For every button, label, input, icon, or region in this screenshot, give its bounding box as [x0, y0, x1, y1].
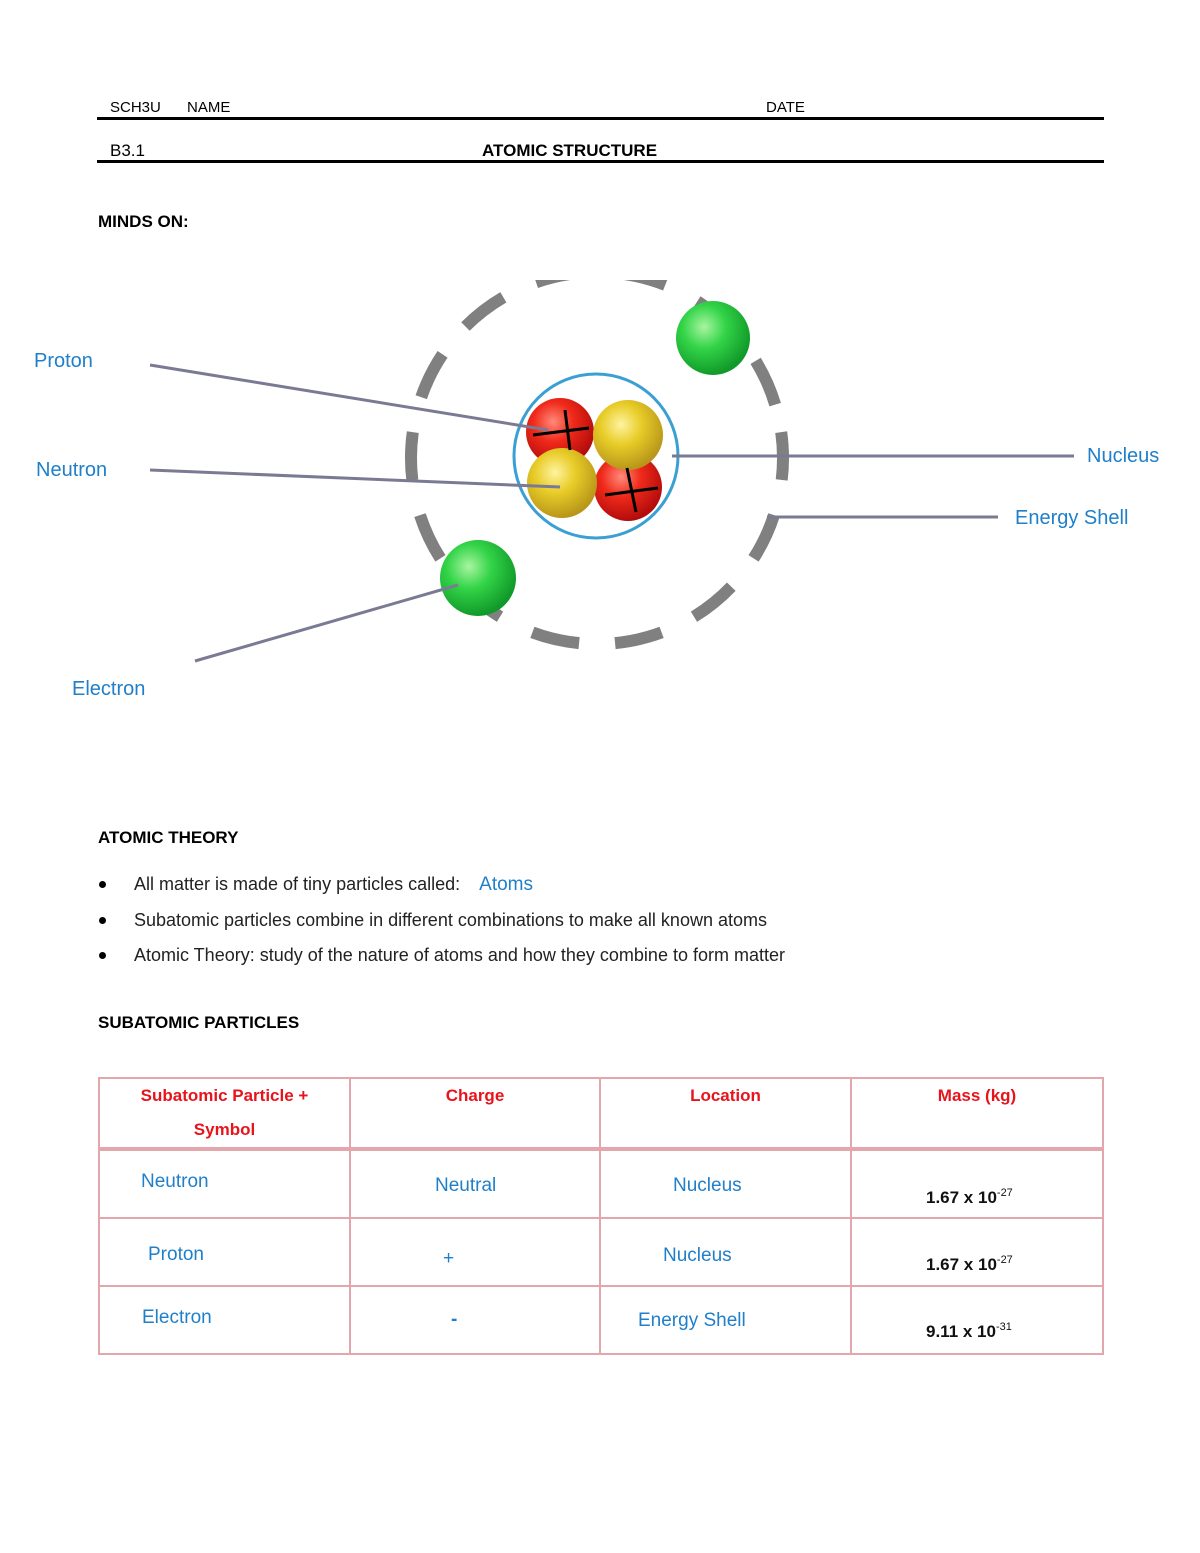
location-value: Nucleus [673, 1175, 742, 1196]
neutron-leader-line [150, 470, 560, 487]
header-charge: Charge [350, 1078, 600, 1149]
subatomic-heading: SUBATOMIC PARTICLES [98, 1013, 300, 1032]
bullet-icon [99, 881, 106, 888]
location-value: Nucleus [663, 1245, 732, 1266]
header-mass: Mass (kg) [851, 1078, 1103, 1149]
header-particle [99, 1078, 350, 1149]
particle-name: Neutron [141, 1171, 209, 1192]
cell-location [600, 1286, 851, 1354]
course-code: SCH3U [110, 99, 161, 116]
atom-diagram [0, 280, 1200, 730]
charge-value: - [451, 1309, 458, 1330]
proton-leader-line [150, 365, 548, 430]
table-row [99, 1149, 1103, 1218]
energy-shell-label: Energy Shell [1015, 507, 1129, 529]
minds-on-heading: MINDS ON: [98, 212, 189, 231]
mass-exponent: -31 [995, 1321, 1012, 1333]
list-item [97, 941, 785, 977]
table-row [99, 1286, 1103, 1354]
atomic-theory-list [97, 870, 785, 977]
mass-base: 1.67 x 10 [926, 1188, 997, 1207]
mass-base: 1.67 x 10 [926, 1255, 997, 1274]
cell-charge [350, 1286, 600, 1354]
cell-particle [99, 1218, 350, 1286]
header-rule-top [97, 117, 1104, 120]
header-particle-line2: Symbol [193, 1120, 256, 1139]
bullet-icon [99, 952, 106, 959]
cell-charge [350, 1218, 600, 1286]
table-row [99, 1218, 1103, 1286]
charge-value: Neutral [435, 1175, 497, 1196]
list-item [97, 906, 785, 942]
particle-name: Proton [148, 1244, 204, 1265]
cell-location [600, 1149, 851, 1218]
mass-base: 9.11 x 10 [926, 1322, 996, 1341]
subatomic-table [98, 1077, 1104, 1355]
neutron-particle [593, 400, 663, 470]
mass-value [926, 1187, 1013, 1208]
header-rule-bottom [97, 160, 1104, 163]
date-label: DATE [766, 99, 805, 116]
bullet-text: All matter is made of tiny particles called: [134, 874, 461, 894]
header-location: Location [600, 1078, 851, 1149]
mass-value [926, 1321, 1012, 1342]
cell-location [600, 1218, 851, 1286]
lesson-code: B3.1 [110, 141, 145, 160]
cell-particle [99, 1149, 350, 1218]
bullet-icon [99, 917, 106, 924]
electron-particle [676, 301, 750, 375]
mass-exponent: -27 [996, 1187, 1013, 1199]
atomic-theory-heading: ATOMIC THEORY [98, 828, 239, 847]
cell-mass [851, 1286, 1103, 1354]
charge-value: + [443, 1248, 455, 1269]
electron-label: Electron [72, 678, 146, 700]
cell-mass [851, 1149, 1103, 1218]
location-value: Energy Shell [638, 1310, 746, 1331]
neutron-label: Neutron [36, 459, 108, 481]
nucleus-label: Nucleus [1087, 445, 1160, 467]
particle-name: Electron [142, 1307, 212, 1328]
proton-label: Proton [34, 350, 93, 372]
page-title: ATOMIC STRUCTURE [482, 141, 658, 160]
mass-value [926, 1254, 1013, 1275]
neutron-particle [527, 448, 597, 518]
mass-exponent: -27 [996, 1254, 1013, 1266]
name-label: NAME [187, 99, 231, 116]
bullet-text: Atomic Theory: study of the nature of atoms and how they combine to form matter [134, 945, 785, 965]
bullet-text: Subatomic particles combine in different combinations to make all known atoms [134, 909, 767, 930]
cell-particle [99, 1286, 350, 1354]
header-particle-line1: Subatomic Particle + [140, 1086, 309, 1105]
electron-particle [440, 540, 516, 616]
cell-mass [851, 1218, 1103, 1286]
list-item [97, 870, 785, 906]
electron-leader-line [195, 585, 458, 661]
table-header-row [99, 1078, 1103, 1149]
bullet-answer: Atoms [479, 874, 534, 895]
cell-charge [350, 1149, 600, 1218]
